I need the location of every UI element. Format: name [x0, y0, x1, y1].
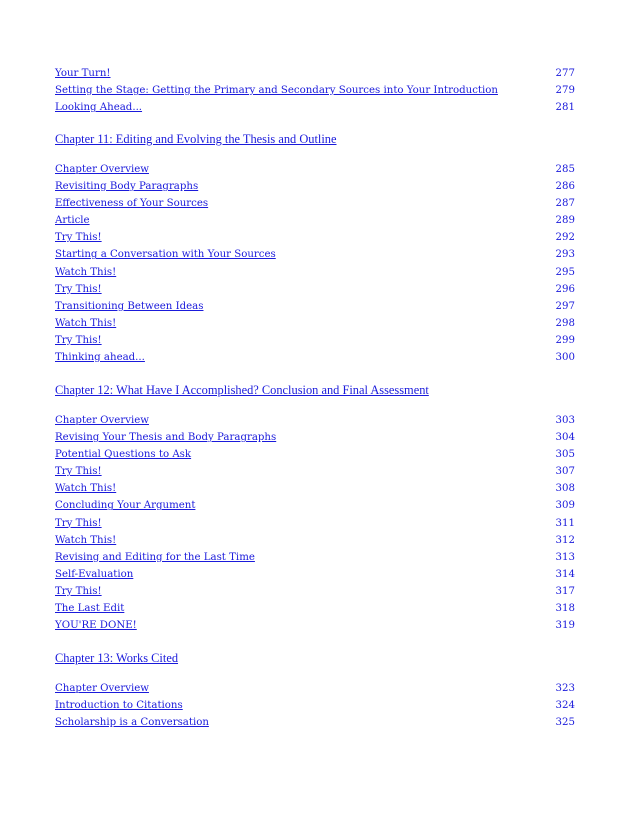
toc-entry-title[interactable]: Try This! [55, 283, 102, 295]
toc-entry-page: 317 [555, 585, 575, 597]
toc-entry-page: 324 [555, 700, 575, 712]
toc-entry-title[interactable]: Introduction to Citations [55, 700, 183, 712]
toc-entry-title[interactable]: Effectiveness of Your Sources [55, 198, 209, 210]
toc-entry[interactable] [55, 161, 575, 178]
toc-entry[interactable] [55, 497, 575, 514]
toc-entry-title[interactable]: Setting the Stage: Getting the Primary and Secondary Sources into Your Introduction [55, 85, 498, 97]
toc-entry-title[interactable]: Try This! [55, 517, 102, 529]
toc-entry[interactable] [55, 229, 575, 246]
toc-entry-title[interactable]: Watch This! [55, 317, 117, 329]
chapter-12-heading[interactable]: Chapter 12: What Have I Accomplished? Conclusion and Final Assessment [55, 383, 429, 397]
toc-entry-page: 292 [555, 232, 575, 244]
toc-entry[interactable] [55, 178, 575, 195]
toc-entry[interactable] [55, 99, 575, 116]
toc-entry-page: 318 [555, 603, 575, 615]
toc-entry-page: 305 [555, 449, 575, 461]
toc-entry-page: 289 [555, 215, 575, 227]
toc-entry-page: 298 [555, 317, 575, 329]
toc-entry[interactable] [55, 566, 575, 583]
toc-entry-title[interactable]: Concluding Your Argument [55, 500, 196, 512]
toc-entry-title[interactable]: Chapter Overview [55, 683, 149, 694]
toc-entry[interactable] [55, 349, 575, 366]
toc-entry[interactable] [55, 332, 575, 349]
toc-entry-title[interactable]: Try This! [55, 334, 102, 346]
toc-entry-title[interactable]: Potential Questions to Ask [55, 449, 192, 461]
toc-entry[interactable] [55, 515, 575, 532]
toc-entry-page: 281 [555, 102, 575, 114]
toc-entry[interactable] [55, 246, 575, 263]
toc-entry-page: 314 [555, 568, 575, 580]
toc-entry[interactable] [55, 264, 575, 281]
toc-entry-page: 309 [555, 500, 575, 512]
toc-entry-title[interactable]: The Last Edit [55, 603, 125, 615]
toc-entry-title[interactable]: Starting a Conversation with Your Sources [55, 249, 276, 261]
toc-entry[interactable] [55, 212, 575, 229]
toc-entry-page: 297 [555, 300, 575, 312]
chapter-11-heading[interactable]: Chapter 11: Editing and Evolving the Thesis and Outline [55, 132, 337, 146]
toc-entry-page: 311 [555, 517, 575, 529]
toc-entry-title[interactable]: Try This! [55, 585, 102, 597]
toc-entry-page: 279 [555, 85, 575, 97]
toc-entry-title[interactable]: YOU'RE DONE! [55, 620, 137, 632]
toc-entry-page: 286 [555, 181, 575, 193]
toc-entry-page: 295 [555, 266, 575, 278]
toc-entry[interactable] [55, 697, 575, 714]
toc-entry[interactable] [55, 446, 575, 463]
toc-entry[interactable] [55, 714, 575, 731]
toc-entry-page: 325 [555, 717, 575, 729]
toc-entry[interactable] [55, 65, 575, 82]
toc-entry[interactable] [55, 549, 575, 566]
toc-entry-title[interactable]: Watch This! [55, 483, 117, 495]
toc-entry-page: 307 [555, 466, 575, 478]
toc-entry-page: 285 [555, 164, 575, 175]
toc-entry-page: 303 [555, 415, 575, 426]
chapter-12-entries [55, 412, 575, 634]
toc-entry-page: 308 [555, 483, 575, 495]
toc-entry-title[interactable]: Thinking ahead... [55, 352, 145, 364]
toc-entry-title[interactable]: Try This! [55, 466, 102, 478]
toc-entry[interactable] [55, 82, 575, 99]
toc-entry-title[interactable]: Revisiting Body Paragraphs [55, 181, 199, 193]
toc-entry-title[interactable]: Chapter Overview [55, 415, 149, 426]
toc-entry[interactable] [55, 281, 575, 298]
toc-entry-page: 304 [555, 432, 575, 444]
toc-entry[interactable] [55, 463, 575, 480]
toc-entry-title[interactable]: Scholarship is a Conversation [55, 717, 209, 729]
toc-entry[interactable] [55, 600, 575, 617]
toc-entry[interactable] [55, 298, 575, 315]
toc-entry-page: 293 [555, 249, 575, 261]
toc-entry[interactable] [55, 195, 575, 212]
toc-entry-page: 313 [555, 551, 575, 563]
toc-entry-page: 299 [555, 334, 575, 346]
toc-entry-title[interactable]: Transitioning Between Ideas [55, 300, 204, 312]
toc-entry[interactable] [55, 532, 575, 549]
toc-entry-title[interactable]: Looking Ahead... [55, 102, 143, 114]
toc-entry-page: 319 [555, 620, 575, 632]
toc-entry-title[interactable]: Article [55, 215, 90, 227]
toc-entry-title[interactable]: Revising Your Thesis and Body Paragraphs [55, 432, 277, 444]
toc-pre-entries [55, 65, 575, 116]
toc-entry-title[interactable]: Self-Evaluation [55, 568, 134, 580]
chapter-13-heading[interactable]: Chapter 13: Works Cited [55, 651, 179, 665]
toc-entry[interactable] [55, 412, 575, 429]
toc-entry-page: 277 [555, 68, 575, 79]
chapter-13-entries [55, 680, 575, 731]
toc-entry[interactable] [55, 617, 575, 634]
chapter-11-entries [55, 161, 575, 366]
toc-entry-title[interactable]: Revising and Editing for the Last Time [55, 551, 255, 563]
toc-entry-title[interactable]: Your Turn! [55, 68, 111, 79]
toc-entry-title[interactable]: Chapter Overview [55, 164, 149, 175]
toc-entry-title[interactable]: Watch This! [55, 534, 117, 546]
toc-entry[interactable] [55, 480, 575, 497]
toc-entry-page: 312 [555, 534, 575, 546]
toc-entry[interactable] [55, 680, 575, 697]
toc-entry[interactable] [55, 429, 575, 446]
toc-entry-page: 300 [555, 352, 575, 364]
toc-entry-title[interactable]: Try This! [55, 232, 102, 244]
toc-entry-page: 323 [555, 683, 575, 694]
toc-entry-title[interactable]: Watch This! [55, 266, 117, 278]
toc-entry[interactable] [55, 583, 575, 600]
toc-entry-page: 287 [555, 198, 575, 210]
toc-entry-page: 296 [555, 283, 575, 295]
toc-entry[interactable] [55, 315, 575, 332]
